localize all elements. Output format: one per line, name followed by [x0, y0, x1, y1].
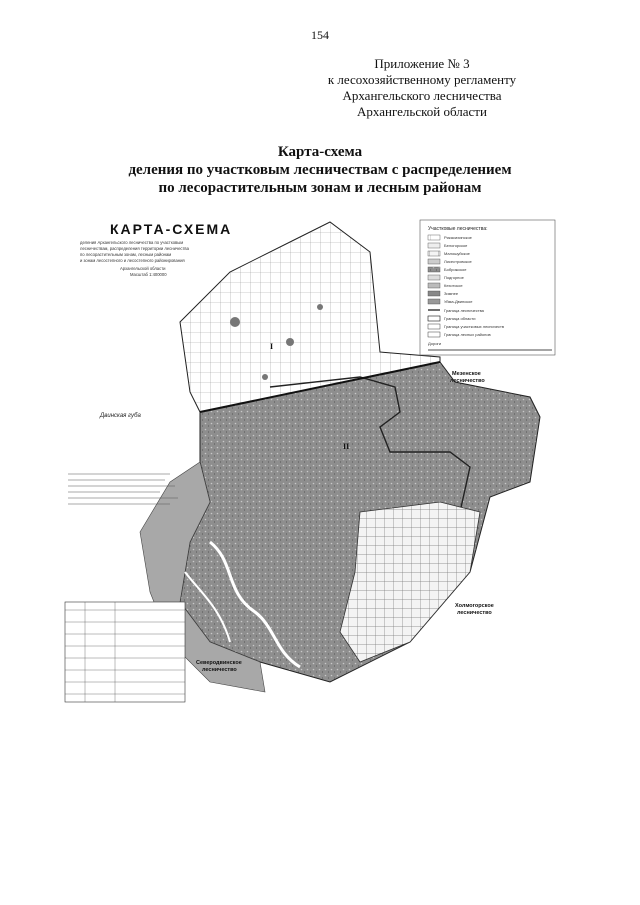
map-subtitle-line: по лесорастительным зонам, лесным районам [80, 252, 172, 257]
label-kholm: лесничество [457, 610, 492, 616]
legend-item: Рикасихинское [444, 235, 472, 240]
map-subtitle [80, 240, 190, 277]
legend-item: Подгорное [444, 275, 464, 280]
appendix-header [302, 56, 542, 120]
map-subtitle-line: деления Архангельского лесничества по участковым [80, 240, 184, 245]
legend-roads: Дороги [428, 341, 442, 346]
label-mezen: Мезенское [452, 371, 481, 377]
legend-item: Зимнее [444, 291, 459, 296]
legend-item: Боброжское [444, 267, 467, 272]
label-severo: Северодвинское [196, 660, 242, 666]
legend-line: Граница лесничества [444, 308, 484, 313]
title-line-1: Карта-схема [277, 144, 363, 160]
map-heading: КАРТА-СХЕМА [110, 221, 233, 237]
label-mezen: лесничество [450, 378, 485, 384]
appendix-line-1: Приложение № 3 [374, 56, 470, 71]
label-zone-2: II [343, 442, 350, 451]
forestry-map-svg [60, 212, 560, 712]
legend-swatches [428, 235, 440, 304]
label-zone-1: I [270, 342, 274, 351]
legend-line: Граница участковых лесничеств [444, 324, 504, 329]
legend-item: Кехотское [444, 283, 463, 288]
forestry-map [60, 212, 560, 712]
map-subtitle-line: лесничествам, распределения территории лесничества [80, 246, 189, 251]
legend-item: Лисестровское [444, 259, 472, 264]
label-kholm: Холмогорское [455, 603, 494, 609]
title-line-3: по лесорастительным зонам и лесным районам [158, 180, 482, 196]
legend-line: Граница лесных районов [444, 332, 491, 337]
label-sea: Двинская губа [100, 413, 141, 419]
page-number: 154 [311, 28, 329, 42]
map-subtitle-line: и зонам лесостепного и лесостепного районирования [80, 258, 185, 263]
document-title [0, 143, 640, 197]
legend-item: Уйма-Двинское [444, 299, 473, 304]
title-line-2: деления по участковым лесничествам с распределением [128, 162, 512, 178]
map-scale: Масштаб 1:400000 [130, 272, 167, 277]
appendix-line-2: к лесохозяйственному регламенту [327, 72, 517, 87]
map-region: Архангельской области [120, 266, 166, 271]
appendix-line-3: Архангельского лесничества [342, 88, 502, 103]
legend-title: Участковые лесничества: [428, 226, 488, 232]
legend-item: Малошуйское [444, 251, 470, 256]
legend-item: Белогорское [444, 243, 468, 248]
legend-line: Граница области [444, 316, 476, 321]
label-severo: лесничество [202, 667, 237, 673]
appendix-line-4: Архангельской области [357, 104, 487, 119]
